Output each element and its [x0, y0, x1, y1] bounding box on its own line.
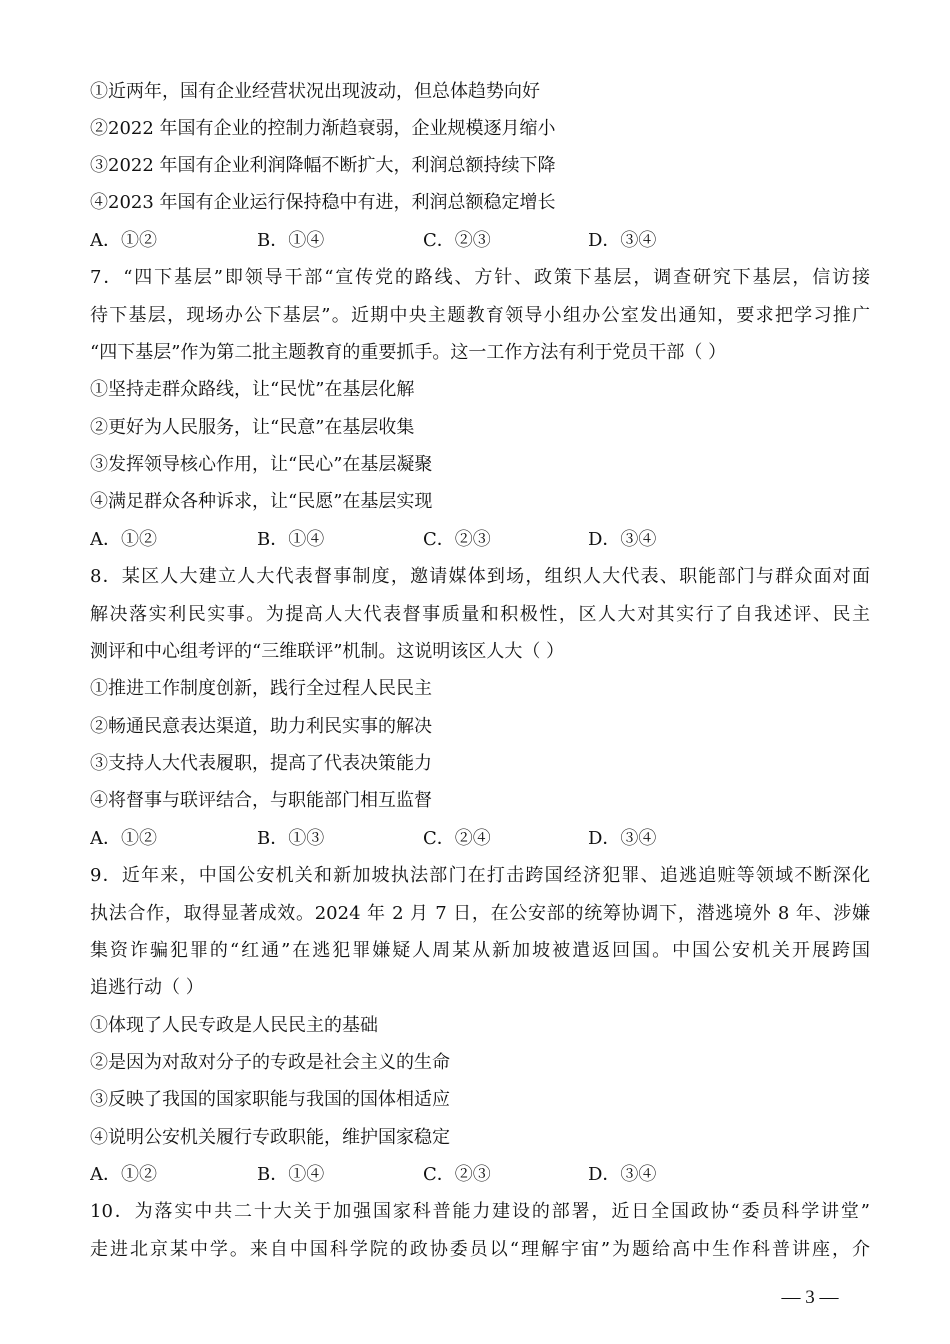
q9-stem-line-3: 集资诈骗犯罪的“红通”在逃犯罪嫌疑人周某从新加坡被遣返回国。中国公安机关开展跨国: [90, 940, 870, 961]
q10-stem-line-2: 走进北京某中学。来自中国科学院的政协委员以“理解宇宙”为题给高中生作科普讲座，介: [90, 1239, 870, 1260]
q7-item-2: ②更好为人民服务，让“民意”在基层收集: [90, 417, 415, 438]
q6-option-b[interactable]: B．①④: [257, 230, 325, 251]
q7-options: [90, 528, 870, 552]
q9-options: [90, 1163, 870, 1187]
q7-option-c[interactable]: C．②③: [423, 529, 491, 550]
q7-stem-line-2: 待下基层，现场办公下基层”。近期中央主题教育领导小组办公室发出通知，要求把学习推广: [90, 305, 870, 326]
q6-options: [90, 229, 870, 253]
q6-option-d[interactable]: D．③④: [588, 230, 657, 251]
q9-option-a[interactable]: A．①②: [90, 1164, 157, 1185]
q7-option-a[interactable]: A．①②: [90, 529, 157, 550]
q9-stem-line-2: 执法合作，取得显著成效。2024 年 2 月 7 日，在公安部的统筹协调下，潜逃境外 8 年、涉嫌: [90, 903, 870, 924]
q10-stem-line-1: 10．为落实中共二十大关于加强国家科普能力建设的部署，近日全国政协“委员科学讲堂”: [90, 1201, 870, 1222]
q6-option-a[interactable]: A．①②: [90, 230, 157, 251]
page-number: — 3 —: [781, 1287, 839, 1308]
q8-options: [90, 827, 870, 851]
q9-item-2: ②是因为对敌对分子的专政是社会主义的生命: [90, 1052, 450, 1073]
q9-item-4: ④说明公安机关履行专政职能，维护国家稳定: [90, 1127, 450, 1148]
q7-option-d[interactable]: D．③④: [588, 529, 657, 550]
q9-option-b[interactable]: B．①④: [257, 1164, 325, 1185]
q9-option-d[interactable]: D．③④: [588, 1164, 657, 1185]
q9-option-c[interactable]: C．②③: [423, 1164, 491, 1185]
q8-option-d[interactable]: D．③④: [588, 828, 657, 849]
q7-item-1: ①坚持走群众路线，让“民忧”在基层化解: [90, 379, 415, 400]
q8-item-3: ③支持人大代表履职，提高了代表决策能力: [90, 753, 432, 774]
q9-item-3: ③反映了我国的国家职能与我国的国体相适应: [90, 1089, 450, 1110]
q6-option-c[interactable]: C．②③: [423, 230, 491, 251]
q6-item-1: ①近两年，国有企业经营状况出现波动，但总体趋势向好: [90, 81, 540, 102]
q8-option-b[interactable]: B．①③: [257, 828, 325, 849]
q8-item-4: ④将督事与联评结合，与职能部门相互监督: [90, 790, 432, 811]
q7-option-b[interactable]: B．①④: [257, 529, 325, 550]
q8-option-c[interactable]: C．②④: [423, 828, 491, 849]
q8-option-a[interactable]: A．①②: [90, 828, 157, 849]
q9-stem-line-4: 追逃行动（ ）: [90, 977, 204, 998]
q8-item-2: ②畅通民意表达渠道，助力利民实事的解决: [90, 716, 432, 737]
q9-stem-line-1: 9．近年来，中国公安机关和新加坡执法部门在打击跨国经济犯罪、追逃追赃等领域不断深化: [90, 865, 870, 886]
q8-stem-line-3: 测评和中心组考评的“三维联评”机制。这说明该区人大（ ）: [90, 641, 565, 662]
q6-item-3: ③2022 年国有企业利润降幅不断扩大，利润总额持续下降: [90, 155, 556, 176]
q6-item-4: ④2023 年国有企业运行保持稳中有进，利润总额稳定增长: [90, 192, 556, 213]
q9-item-1: ①体现了人民专政是人民民主的基础: [90, 1015, 378, 1036]
q8-stem-line-2: 解决落实利民实事。为提高人大代表督事质量和积极性，区人大对其实行了自我述评、民主: [90, 604, 870, 625]
q7-item-4: ④满足群众各种诉求，让“民愿”在基层实现: [90, 491, 433, 512]
q8-stem-line-1: 8．某区人大建立人大代表督事制度，邀请媒体到场，组织人大代表、职能部门与群众面对面: [90, 566, 870, 587]
q7-stem-line-3: “四下基层”作为第二批主题教育的重要抓手。这一工作方法有利于党员干部（ ）: [90, 342, 727, 363]
q6-item-2: ②2022 年国有企业的控制力渐趋衰弱，企业规模逐月缩小: [90, 118, 556, 139]
q7-stem-line-1: 7．“四下基层”即领导干部“宣传党的路线、方针、政策下基层，调查研究下基层，信访接: [90, 267, 870, 288]
q7-item-3: ③发挥领导核心作用，让“民心”在基层凝聚: [90, 454, 433, 475]
q8-item-1: ①推进工作制度创新，践行全过程人民民主: [90, 678, 432, 699]
